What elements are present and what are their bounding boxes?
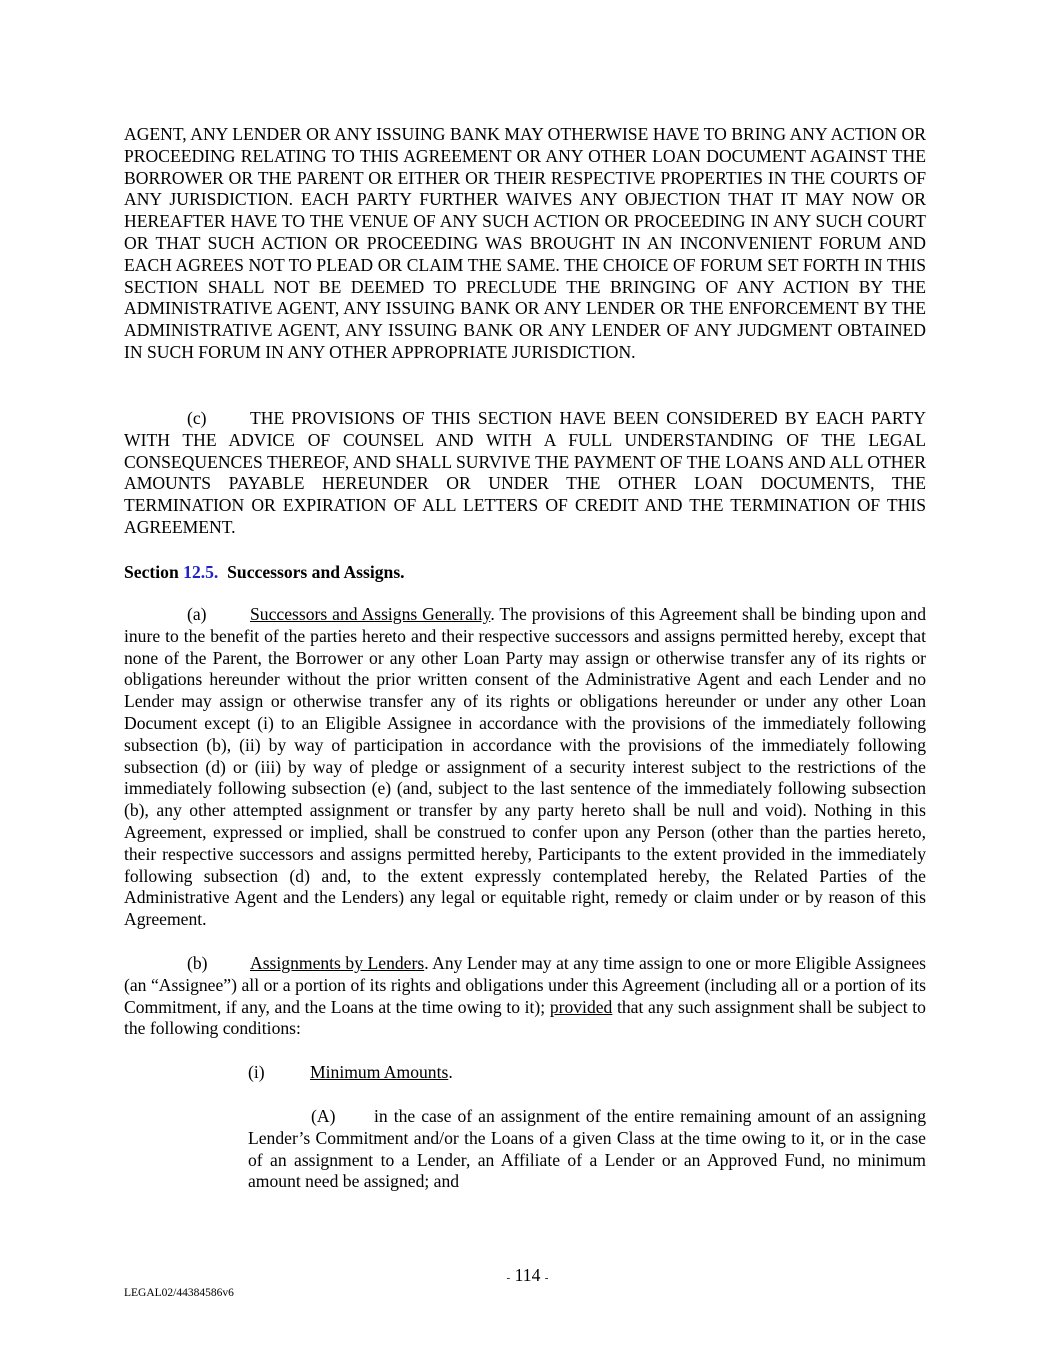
paragraph-b-text-2: that any such assignment shall be subject to the following conditions: [124, 996, 926, 1039]
subsection-i-heading: Minimum Amounts [310, 1062, 449, 1082]
paragraph-a-label: (a) [187, 604, 207, 624]
page-number-value: 114 [514, 1265, 541, 1285]
section-prefix: Section [124, 562, 184, 582]
paragraph-b [124, 953, 926, 1040]
paragraph-a-heading: Successors and Assigns Generally [250, 604, 491, 624]
section-heading [124, 562, 405, 584]
section-number-link[interactable]: 12.5. [183, 562, 219, 582]
subsection-i [248, 1062, 453, 1084]
paragraph-b-label: (b) [187, 953, 208, 973]
subsection-i-label: (i) [248, 1062, 265, 1082]
subsection-A [248, 1106, 926, 1193]
document-id: LEGAL02/44384586v6 [124, 1287, 234, 1299]
paragraph-continued-text: AGENT, ANY LENDER OR ANY ISSUING BANK MAY OTHERWISE HAVE TO BRING ANY ACTION OR PROCEEDING RELATING TO THIS AGREEMENT OR ANY OTHER LOAN DOCUMENT AGAINST THE BORROWER OR THE PARENT OR EITHER OR THEIR RESPECTIVE PROPERTIES IN THE COURTS OF ANY JURISDICTION. EACH PARTY FURTHER WAIVES ANY OBJECTION THAT IT MAY NOW OR HEREAFTER HAVE TO THE VENUE OF ANY SUCH ACTION OR PROCEEDING IN ANY SUCH COURT OR THAT SUCH ACTION OR PROCEEDING WAS BROUGHT IN AN INCONVENIENT FORUM AND EACH AGREES NOT TO PLEAD OR CLAIM THE SAME. THE CHOICE OF FORUM SET FORTH IN THIS SECTION SHALL NOT BE DEEMED TO PRECLUDE THE BRINGING OF ANY ACTION BY THE ADMINISTRATIVE AGENT, ANY ISSUING BANK OR ANY LENDER OR THE ENFORCEMENT BY THE ADMINISTRATIVE AGENT, ANY ISSUING BANK OR ANY LENDER OF ANY JUDGMENT OBTAINED IN SUCH FORUM IN ANY OTHER APPROPRIATE JURISDICTION. [124, 124, 926, 362]
paragraph-c-text: THE PROVISIONS OF THIS SECTION HAVE BEEN CONSIDERED BY EACH PARTY WITH THE ADVICE OF COUNSEL AND WITH A FULL UNDERSTANDING OF THE LEGAL CONSEQUENCES THEREOF, AND SHALL SURVIVE THE PAYMENT OF THE LOANS AND ALL OTHER AMOUNTS PAYABLE HEREUNDER OR UNDER THE OTHER LOAN DOCUMENTS, THE TERMINATION OR EXPIRATION OF ALL LETTERS OF CREDIT AND THE TERMINATION OF THIS AGREEMENT. [124, 408, 926, 537]
subsection-A-label: (A) [311, 1106, 336, 1126]
paragraph-a-text: . The provisions of this Agreement shall be binding upon and inure to the benefit of the parties hereto and their respective successors and assigns permitted hereby, except that none of the Parent, the Borrower or any other Loan Party may assign or otherwise transfer any of its rights or obligations hereunder without the prior written consent of the Administrative Agent and each Lender and no Lender may assign or otherwise transfer any of its rights or obligations hereunder or under any other Loan Document except (i) to an Eligible Assignee in accordance with the provisions of the immediately following subsection (b), (ii) by way of participation in accordance with the provisions of the immediately following subsection (d) or (iii) by way of pledge or assignment of a security interest subject to the restrictions of the immediately following subsection (e) (and, subject to the last sentence of the immediately following subsection (b), any other attempted assignment or transfer by any party hereto shall be null and void). Nothing in this Agreement, expressed or implied, shall be construed to confer upon any Person (other than the parties hereto, their respective successors and assigns permitted hereby, Participants to the extent provided in the immediately following subsection (d) and, to the extent expressly contemplated hereby, the Related Parties of the Administrative Agent and the Lenders) any legal or equitable right, remedy or claim under or by reason of this Agreement. [124, 604, 926, 930]
subsection-i-tail: . [448, 1062, 453, 1082]
paragraph-b-heading: Assignments by Lenders [250, 953, 425, 973]
paragraph-continued [124, 124, 926, 364]
paragraph-b-text-1: . Any Lender may at any time assign to one or more Eligible Assignees (an “Assignee”) all or a portion of its rights and obligations under this Agreement (including all or a portion of its Commitment, if any, and the Loans at the time owing to it); [124, 953, 926, 1017]
subsection-A-text: in the case of an assignment of the entire remaining amount of an assigning Lender’s Commitment and/or the Loans of a given Class at the time owing to it, or in the case of an assignment to a Lender, an Affiliate of a Lender or an Approved Fund, no minimum amount need be assigned; and [248, 1106, 926, 1192]
paragraph-b-provided: provided [549, 996, 613, 1017]
paragraph-c [124, 408, 926, 539]
section-title: Successors and Assigns. [218, 562, 405, 582]
page-number-dash-left: - [506, 1272, 511, 1284]
paragraph-c-label: (c) [187, 408, 207, 428]
paragraph-a [124, 604, 926, 931]
page-number [0, 1265, 1055, 1286]
page-number-dash-right: - [544, 1272, 549, 1284]
